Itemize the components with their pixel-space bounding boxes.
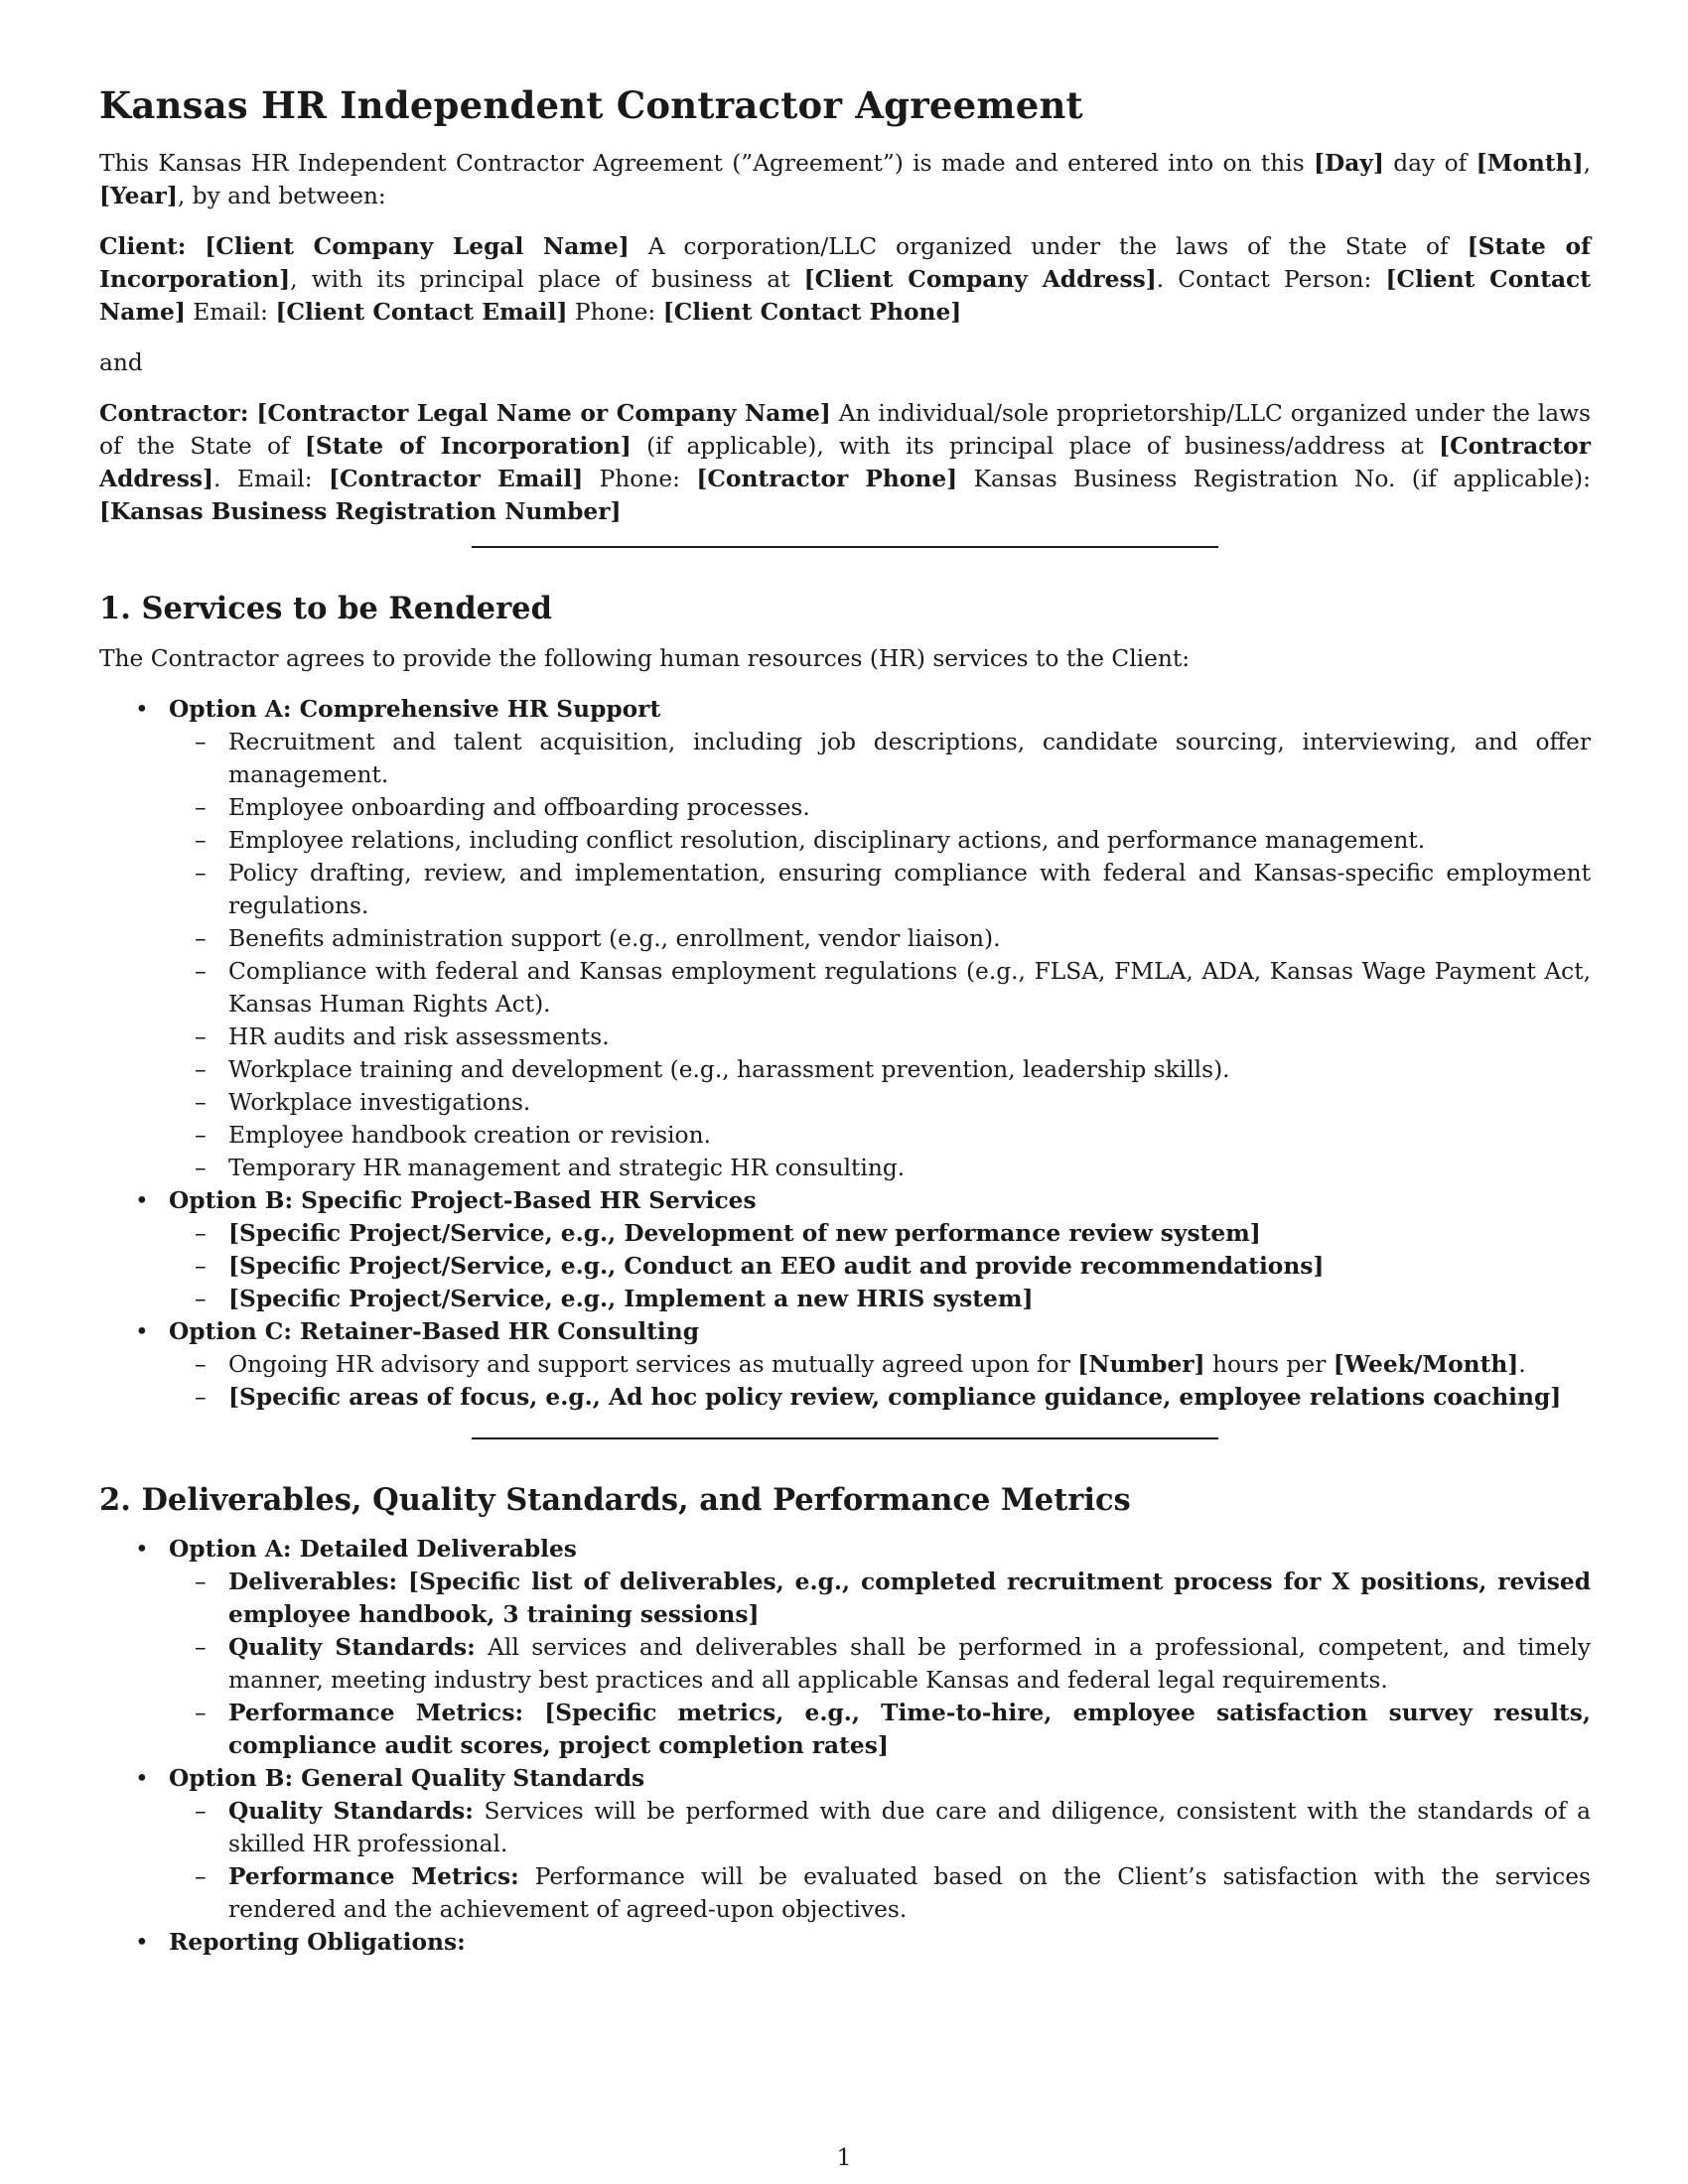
dash-icon: – xyxy=(195,1154,207,1181)
contractor-email-placeholder: [Contractor Email] xyxy=(328,466,584,493)
quality-standards-text: All services and deliverables shall be performed in a professional, competent, and timely manner, meeting industry best practices and all applicable Kansas and federal legal requirements. xyxy=(228,1633,1591,1694)
performance-metrics-text: Performance will be evaluated based on the Client’s satisfaction with the services rendered and the achievement of agreed-upon objectives. xyxy=(228,1862,1591,1923)
deliverables-option-a-items xyxy=(169,1566,1591,1762)
intro-text: , by and between: xyxy=(177,183,386,210)
client-text: Email: xyxy=(185,299,276,327)
list-item-text: Workplace investigations. xyxy=(228,1088,531,1116)
list-item xyxy=(169,922,1591,955)
list-item xyxy=(169,1348,1591,1381)
option-a-title: Option A: Comprehensive HR Support xyxy=(169,695,661,723)
list-item xyxy=(169,857,1591,922)
deliverables-option-b-title: Option B: General Quality Standards xyxy=(169,1764,645,1792)
list-item xyxy=(169,824,1591,857)
list-item-text: [Specific Project/Service, e.g., Implement a new HRIS system] xyxy=(228,1285,1034,1312)
list-item-text: [Specific Project/Service, e.g., Development of new performance review system] xyxy=(228,1219,1261,1247)
client-state-placeholder: [State of Incorporation] xyxy=(99,233,1592,294)
list-item xyxy=(169,1217,1591,1250)
year-placeholder: [Year] xyxy=(99,183,178,210)
contractor-address-placeholder: [Contractor Address] xyxy=(99,433,1591,493)
bullet-icon: • xyxy=(135,1764,149,1792)
contractor-text: . Email: xyxy=(213,466,329,493)
registration-placeholder: [Kansas Business Registration Number] xyxy=(99,498,622,526)
dash-icon: – xyxy=(195,1699,207,1726)
page-number: 1 xyxy=(836,2144,852,2171)
performance-metrics-text: [Specific metrics, e.g., Time-to-hire, employee satisfaction survey results, compliance audit scores, project completion rates] xyxy=(228,1699,1591,1759)
contractor-name-placeholder: [Contractor Legal Name or Company Name] xyxy=(256,400,831,428)
list-item xyxy=(169,791,1591,824)
dash-icon: – xyxy=(195,1633,207,1661)
section-1-intro: The Contractor agrees to provide the following human resources (HR) services to the Client: xyxy=(99,644,1191,672)
list-item xyxy=(169,1021,1591,1053)
list-item-text: Recruitment and talent acquisition, including job descriptions, candidate sourcing, interviewing, and offer management. xyxy=(228,728,1591,788)
reporting-obligations-title: Reporting Obligations: xyxy=(169,1928,466,1956)
client-phone-placeholder: [Client Contact Phone] xyxy=(662,299,962,327)
dash-icon: – xyxy=(195,1252,207,1280)
dash-icon: – xyxy=(195,1088,207,1116)
performance-metrics-label: Performance Metrics: xyxy=(228,1699,524,1726)
dash-icon: – xyxy=(195,728,207,755)
option-a-items xyxy=(169,726,1591,1184)
deliverables-option-a-title: Option A: Detailed Deliverables xyxy=(169,1535,577,1563)
contractor-text: An individual/sole proprietorship/LLC organized under the laws of the State of xyxy=(99,400,1592,461)
dash-icon: – xyxy=(195,1121,207,1149)
quality-standards-label: Quality Standards: xyxy=(228,1633,476,1661)
list-item-text: Temporary HR management and strategic HR consulting. xyxy=(228,1154,906,1181)
section-1-heading: 1. Services to be Rendered xyxy=(99,591,552,627)
intro-paragraph xyxy=(99,147,1591,212)
list-item xyxy=(169,1860,1591,1926)
list-item-text: Benefits administration support (e.g., enrollment, vendor liaison). xyxy=(228,924,1001,952)
dash-icon: – xyxy=(195,957,207,985)
dash-icon: – xyxy=(195,859,207,887)
intro-text: day of xyxy=(1383,150,1477,178)
number-placeholder: [Number] xyxy=(1077,1350,1205,1378)
contractor-phone-placeholder: [Contractor Phone] xyxy=(696,466,958,493)
list-item-text: Compliance with federal and Kansas employment regulations (e.g., FLSA, FMLA, ADA, Kansas Wage Payment Act, Kansas Human Rights Act). xyxy=(228,957,1591,1018)
contractor-text: Phone: xyxy=(583,466,697,493)
list-item-text: HR audits and risk assessments. xyxy=(228,1023,610,1050)
list-item xyxy=(169,1566,1591,1631)
dash-icon: – xyxy=(195,1797,207,1825)
option-c-title: Option C: Retainer-Based HR Consulting xyxy=(169,1317,699,1345)
list-item xyxy=(169,1053,1591,1086)
client-label: Client: xyxy=(99,233,187,261)
section-divider xyxy=(472,546,1218,548)
bullet-icon: • xyxy=(135,1928,149,1956)
contractor-state-placeholder: [State of Incorporation] xyxy=(304,433,632,461)
intro-text: This Kansas HR Independent Contractor Agreement (”Agreement”) is made and entered into on this xyxy=(99,150,1315,178)
client-address-placeholder: [Client Company Address] xyxy=(803,266,1157,294)
dash-icon: – xyxy=(195,1383,207,1411)
dash-icon: – xyxy=(195,1568,207,1595)
dash-icon: – xyxy=(195,793,207,821)
document-title: Kansas HR Independent Contractor Agreement xyxy=(99,83,1083,127)
list-item xyxy=(169,955,1591,1021)
and-text: and xyxy=(99,349,143,377)
list-item-text: [Specific areas of focus, e.g., Ad hoc policy review, compliance guidance, employee relations coaching] xyxy=(228,1383,1562,1411)
client-text: A corporation/LLC organized under the laws of the State of xyxy=(629,233,1468,261)
client-text: . Contact Person: xyxy=(1156,266,1386,294)
quality-standards-text: Services will be performed with due care and diligence, consistent with the standards of a skilled HR professional. xyxy=(228,1797,1591,1857)
contractor-label: Contractor: xyxy=(99,400,249,428)
contractor-text: (if applicable), with its principal place of business/address at xyxy=(631,433,1440,461)
list-item xyxy=(169,1697,1591,1762)
list-item xyxy=(169,1086,1591,1119)
document-page xyxy=(99,83,1591,1959)
option-b-items xyxy=(169,1217,1591,1315)
client-name-placeholder: [Client Company Legal Name] xyxy=(205,233,630,261)
option-c-items xyxy=(169,1348,1591,1414)
section-2-heading: 2. Deliverables, Quality Standards, and Performance Metrics xyxy=(99,1481,1131,1518)
contractor-paragraph xyxy=(99,397,1591,528)
client-paragraph xyxy=(99,230,1591,329)
intro-text: , xyxy=(1583,150,1591,178)
bullet-icon: • xyxy=(135,1535,149,1563)
client-text: Phone: xyxy=(567,299,663,327)
list-item xyxy=(169,1795,1591,1860)
list-item xyxy=(169,1631,1591,1697)
list-item xyxy=(169,726,1591,791)
quality-standards-label: Quality Standards: xyxy=(228,1797,474,1825)
performance-metrics-label: Performance Metrics: xyxy=(228,1862,519,1890)
dash-icon: – xyxy=(195,1055,207,1083)
list-item-text: [Specific Project/Service, e.g., Conduct an EEO audit and provide recommendations] xyxy=(228,1252,1325,1280)
services-options-list xyxy=(99,693,1591,1414)
dash-icon: – xyxy=(195,1350,207,1378)
list-item-text: Employee onboarding and offboarding processes. xyxy=(228,793,810,821)
dash-icon: – xyxy=(195,1285,207,1312)
list-item-text: . xyxy=(1518,1350,1526,1378)
list-item xyxy=(99,1762,1591,1926)
list-item xyxy=(169,1250,1591,1283)
day-placeholder: [Day] xyxy=(1314,150,1384,178)
bullet-icon: • xyxy=(135,1317,149,1345)
list-item xyxy=(169,1283,1591,1315)
contractor-text: Kansas Business Registration No. (if applicable): xyxy=(957,466,1591,493)
client-email-placeholder: [Client Contact Email] xyxy=(275,299,568,327)
list-item xyxy=(169,1381,1591,1414)
dash-icon: – xyxy=(195,1862,207,1890)
list-item-text: Employee relations, including conflict resolution, disciplinary actions, and performance management. xyxy=(228,826,1426,854)
list-item xyxy=(99,1926,1591,1959)
bullet-icon: • xyxy=(135,695,149,723)
list-item-text: Policy drafting, review, and implementation, ensuring compliance with federal and Kansas-specific employment regulations. xyxy=(228,859,1591,919)
list-item-text: Employee handbook creation or revision. xyxy=(228,1121,711,1149)
deliverables-options-list xyxy=(99,1533,1591,1959)
dash-icon: – xyxy=(195,924,207,952)
dash-icon: – xyxy=(195,1023,207,1050)
list-item xyxy=(169,1152,1591,1184)
dash-icon: – xyxy=(195,826,207,854)
list-item-text: hours per xyxy=(1204,1350,1334,1378)
list-item xyxy=(99,1315,1591,1414)
section-divider xyxy=(472,1437,1218,1439)
client-contact-placeholder: [Client Contact Name] xyxy=(99,266,1592,327)
list-item xyxy=(99,693,1591,1184)
list-item xyxy=(169,1119,1591,1152)
deliverables-label: Deliverables: xyxy=(228,1568,398,1595)
deliverables-option-b-items xyxy=(169,1795,1591,1926)
bullet-icon: • xyxy=(135,1186,149,1214)
dash-icon: – xyxy=(195,1219,207,1247)
list-item-text: Workplace training and development (e.g., harassment prevention, leadership skills). xyxy=(228,1055,1230,1083)
client-text: , with its principal place of business at xyxy=(290,266,804,294)
month-placeholder: [Month] xyxy=(1476,150,1584,178)
deliverables-text: [Specific list of deliverables, e.g., completed recruitment process for X positions, revised employee handbook, 3 training sessions] xyxy=(228,1568,1591,1628)
list-item xyxy=(99,1184,1591,1315)
option-b-title: Option B: Specific Project-Based HR Services xyxy=(169,1186,757,1214)
period-placeholder: [Week/Month] xyxy=(1333,1350,1519,1378)
list-item-text: Ongoing HR advisory and support services as mutually agreed upon for xyxy=(228,1350,1078,1378)
list-item xyxy=(99,1533,1591,1762)
